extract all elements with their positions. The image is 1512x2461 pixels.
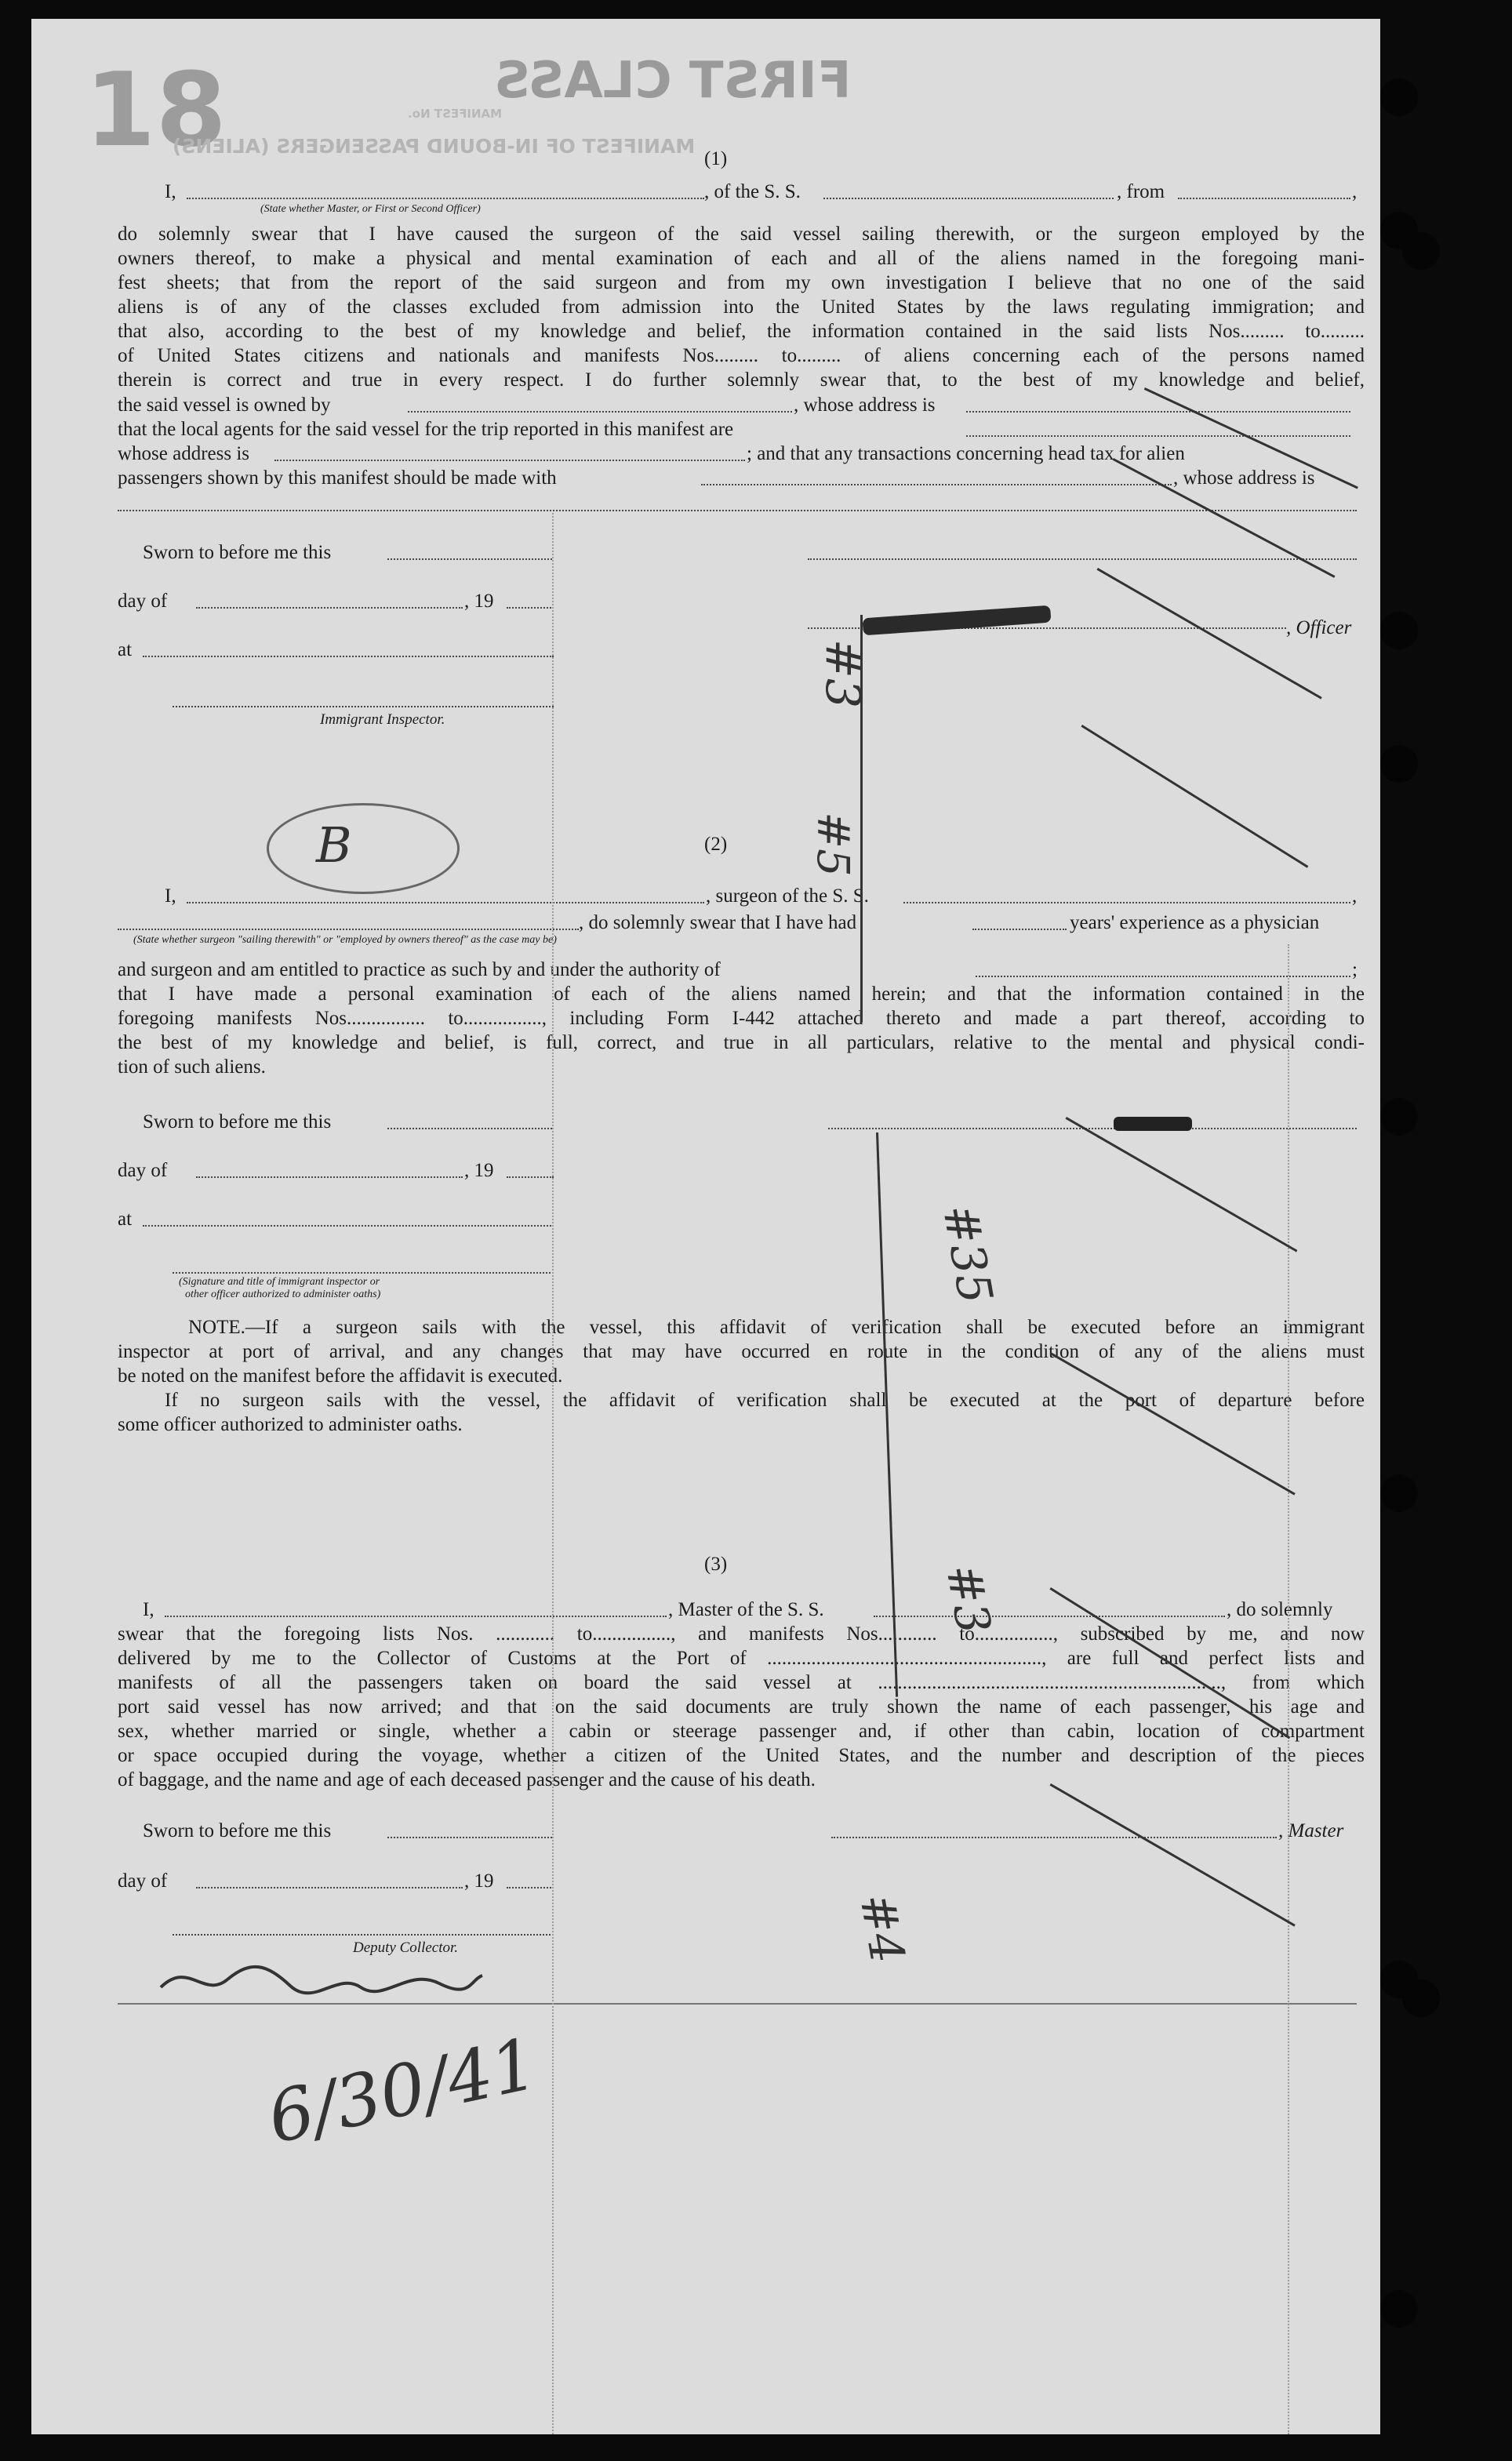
s2-line2: , do solemnly swear that I have had bbox=[579, 912, 857, 933]
s2-note-last: be noted on the manifest before the affidavit is executed. bbox=[118, 1365, 563, 1387]
s1-inspector: Immigrant Inspector. bbox=[320, 711, 445, 728]
pencil-stroke bbox=[1081, 725, 1308, 868]
s2-note bbox=[118, 1318, 1365, 1439]
s3-body-line: manifests of all the passengers taken on board the said vessel at ......................................................................, from which bbox=[118, 1672, 1365, 1693]
binder-hole bbox=[1380, 1474, 1418, 1512]
s2-at-line[interactable] bbox=[143, 1225, 554, 1227]
s1-day-of: day of bbox=[118, 591, 168, 612]
first-class-stamp: FIRST CLASS bbox=[494, 52, 852, 110]
s1-address-line-4[interactable] bbox=[118, 510, 1357, 511]
s3-master: , Master bbox=[1278, 1820, 1344, 1841]
s2-authority-line[interactable] bbox=[976, 976, 1350, 977]
binder-hole bbox=[1402, 232, 1440, 270]
s1-agents-line[interactable] bbox=[966, 435, 1350, 437]
binder-hole bbox=[1402, 1979, 1440, 2017]
s2-day-of: day of bbox=[118, 1160, 168, 1181]
s1-sworn: Sworn to before me this bbox=[143, 542, 332, 563]
s2-body-line: foregoing manifests Nos................ to................, including Form I-442 attached thereto and made a part thereof, according to bbox=[118, 1008, 1365, 1029]
s1-at: at bbox=[118, 639, 133, 660]
s1-body bbox=[118, 224, 1365, 394]
section-1-number: (1) bbox=[704, 148, 728, 169]
s2-comma: , bbox=[1352, 885, 1358, 907]
s1-body-line: fest sheets; that from the report of the said surgeon and from my own investigation I believe that no one of the said bbox=[118, 272, 1365, 293]
manifest-number: MANIFEST No. bbox=[408, 107, 502, 121]
s3-day-of: day of bbox=[118, 1870, 168, 1892]
s2-year-line[interactable] bbox=[507, 1176, 554, 1178]
binder-hole bbox=[1380, 612, 1418, 649]
s1-passengers-shown: passengers shown by this manifest should be made with bbox=[118, 467, 557, 489]
s1-whose-address-3: , whose address is bbox=[1173, 467, 1315, 489]
s1-agents-address-line[interactable] bbox=[274, 460, 745, 461]
s2-sworn-line[interactable] bbox=[387, 1128, 552, 1129]
stamp-b-circle bbox=[267, 803, 460, 894]
s3-i: I, bbox=[143, 1599, 154, 1620]
s2-note-line: inspector at port of arrival, and any changes that may have occurred en route in the condition of any of the aliens must bbox=[118, 1341, 1365, 1362]
bleed-column-rule bbox=[552, 513, 554, 2434]
s2-body bbox=[118, 984, 1365, 1081]
s3-day-line[interactable] bbox=[196, 1887, 463, 1888]
s2-note2-last: some officer authorized to administer oaths. bbox=[118, 1414, 463, 1435]
hand-mark: #3 bbox=[815, 638, 870, 709]
s2-years-line[interactable] bbox=[972, 929, 1067, 930]
bottom-rule bbox=[118, 2003, 1357, 2005]
s2-signature-caption-2: other officer authorized to administer oaths) bbox=[185, 1289, 381, 1300]
s1-officer-line[interactable] bbox=[187, 198, 704, 199]
s3-body-line: delivered by me to the Collector of Customs at the Port of ........................................................, are full and perfect lists and bbox=[118, 1648, 1365, 1669]
s1-owner-line[interactable] bbox=[408, 411, 792, 413]
s1-owner-address-line[interactable] bbox=[966, 411, 1350, 413]
handwritten-signature bbox=[157, 1956, 486, 2003]
s1-from-line[interactable] bbox=[1178, 198, 1350, 199]
section-3-number: (3) bbox=[704, 1554, 728, 1575]
s1-year-line[interactable] bbox=[507, 607, 554, 609]
s3-deputy-line[interactable] bbox=[173, 1934, 554, 1936]
s1-body-line: owners thereof, to make a physical and mental examination of each and all of the aliens named in the foregoing mani- bbox=[118, 248, 1365, 269]
s3-master-of-ss: , Master of the S. S. bbox=[668, 1599, 824, 1620]
s2-surgeon-name-line[interactable] bbox=[187, 902, 704, 903]
hand-mark: #35 bbox=[931, 1200, 1003, 1308]
s3-master-name-line[interactable] bbox=[165, 1616, 667, 1617]
s1-whose-address: , whose address is bbox=[794, 394, 936, 416]
hand-mark: #5 bbox=[806, 812, 858, 877]
s2-at: at bbox=[118, 1209, 133, 1230]
s2-note-line: NOTE.—If a surgeon sails with the vessel, this affidavit of verification shall be executed before an immigrant bbox=[188, 1317, 1365, 1338]
binder-hole bbox=[1380, 2290, 1418, 2328]
binder-hole bbox=[1380, 745, 1418, 783]
s2-signature-caption-1: (Signature and title of immigrant inspector or bbox=[179, 1276, 380, 1288]
s1-head-tax: ; and that any transactions concerning head tax for alien bbox=[747, 443, 1185, 464]
s1-owned-by: the said vessel is owned by bbox=[118, 394, 331, 416]
s2-surgeon-of-ss: , surgeon of the S. S. bbox=[706, 885, 869, 907]
s1-sworn-line[interactable] bbox=[387, 558, 552, 560]
s1-body-line: aliens is of any of the classes excluded from admission into the United States by the laws regulating immigration; and bbox=[118, 296, 1365, 318]
stamp-b: B bbox=[316, 816, 352, 874]
s1-year: , 19 bbox=[464, 591, 494, 612]
s3-sworn: Sworn to before me this bbox=[143, 1820, 332, 1841]
s2-status-line[interactable] bbox=[118, 929, 579, 930]
s1-officer-signature-line[interactable] bbox=[808, 558, 1357, 560]
section-2-number: (2) bbox=[704, 834, 728, 855]
s1-vessel-line[interactable] bbox=[823, 198, 1114, 199]
s1-head-tax-line[interactable] bbox=[701, 484, 1172, 485]
pencil-stroke bbox=[1050, 1783, 1296, 1927]
s2-year: , 19 bbox=[464, 1160, 494, 1181]
s1-inspector-line[interactable] bbox=[173, 706, 554, 707]
ink-smudge bbox=[863, 605, 1052, 636]
s2-line2-end: years' experience as a physician bbox=[1070, 912, 1320, 933]
s2-body-line: that I have made a personal examination of each of the aliens named herein; and that the information contained in the bbox=[118, 983, 1365, 1005]
s2-surgeon-signature-line[interactable] bbox=[828, 1128, 1357, 1129]
binder-hole bbox=[1380, 1098, 1418, 1136]
s3-do-solemnly: , do solemnly bbox=[1227, 1599, 1333, 1620]
s2-body-line: the best of my knowledge and belief, is full, correct, and true in all particulars, relative to the mental and physical condi- bbox=[118, 1032, 1365, 1053]
s1-officer-caption: (State whether Master, or First or Second Officer) bbox=[260, 203, 481, 215]
signature-scribble bbox=[157, 1956, 486, 2003]
s3-deputy: Deputy Collector. bbox=[353, 1939, 459, 1956]
s3-body-line: swear that the foregoing lists Nos. ............ to................, and manifests Nos............ to................, subscribed by me, and now bbox=[118, 1623, 1365, 1645]
s2-sworn: Sworn to before me this bbox=[143, 1111, 332, 1132]
s1-from: , from bbox=[1117, 181, 1165, 202]
s2-body-last: tion of such aliens. bbox=[118, 1056, 266, 1078]
s3-year-line[interactable] bbox=[507, 1887, 554, 1888]
s1-of-ss: , of the S. S. bbox=[704, 181, 801, 202]
s2-i: I, bbox=[165, 885, 176, 907]
manifest-page bbox=[31, 19, 1380, 2434]
s3-sworn-line[interactable] bbox=[387, 1837, 552, 1838]
pencil-stroke bbox=[1066, 1117, 1298, 1252]
s1-body-line: therein is correct and true in every respect. I do further solemnly swear that, to the best of my knowledge and belief, bbox=[118, 369, 1365, 391]
s3-body-line: or space occupied during the voyage, whether a citizen of the United States, and the number and description of the pieces bbox=[118, 1745, 1365, 1766]
s1-body-line: do solemnly swear that I have caused the surgeon of the said vessel sailing therewith, or the surgeon employed by the bbox=[118, 224, 1365, 245]
bleed-column-rule bbox=[1288, 944, 1289, 2434]
s3-body-last: of baggage, and the name and age of each deceased passenger and the cause of his death. bbox=[118, 1769, 816, 1790]
s1-i: I, bbox=[165, 181, 176, 202]
hand-mark: #4 bbox=[849, 1889, 915, 1968]
hand-mark: #3 bbox=[935, 1560, 1001, 1638]
s1-body-line: that also, according to the best of my knowledge and belief, the information contained in the said lists Nos......... to......... bbox=[118, 321, 1365, 342]
s3-master-signature-line[interactable] bbox=[831, 1837, 1277, 1838]
s2-vessel-line[interactable] bbox=[903, 902, 1350, 903]
s1-whose-address-2: whose address is bbox=[118, 443, 250, 464]
s1-body-line: of United States citizens and nationals and manifests Nos......... to......... of aliens concerning each of the persons named bbox=[118, 345, 1365, 366]
binder-hole bbox=[1380, 78, 1418, 116]
s3-body bbox=[118, 1624, 1365, 1794]
s2-day-line[interactable] bbox=[196, 1176, 463, 1178]
s3-year: , 19 bbox=[464, 1870, 494, 1892]
s3-body-line: port said vessel has now arrived; and that on the said documents are truly shown the name of each passenger, his age and bbox=[118, 1696, 1365, 1718]
s1-day-line[interactable] bbox=[196, 607, 463, 609]
s2-signature-line[interactable] bbox=[173, 1272, 554, 1274]
s2-surgeon-caption: (State whether surgeon "sailing therewith" or "employed by owners thereof" as the case may be) bbox=[133, 934, 557, 946]
s3-vessel-line[interactable] bbox=[874, 1616, 1225, 1617]
ink-smudge bbox=[1114, 1117, 1192, 1131]
handwritten-date: 6/30/41 bbox=[260, 2023, 545, 2160]
s1-comma: , bbox=[1352, 181, 1358, 202]
page-number: 18 bbox=[85, 50, 227, 169]
s1-at-line[interactable] bbox=[143, 656, 554, 657]
manifest-title: MANIFEST OF IN-BOUND PASSENGERS (ALIENS) bbox=[173, 135, 696, 158]
s1-local-agents: that the local agents for the said vessel for the trip reported in this manifest are bbox=[118, 419, 734, 440]
s2-line3: and surgeon and am entitled to practice as such by and under the authority of bbox=[118, 959, 721, 980]
s2-note2-line: If no surgeon sails with the vessel, the affidavit of verification shall be executed at the port of departure before bbox=[165, 1390, 1365, 1411]
s2-semicolon: ; bbox=[1352, 959, 1358, 980]
s1-officer: , Officer bbox=[1286, 617, 1352, 638]
s3-body-line: sex, whether married or single, whether a cabin or steerage passenger and, if other than cabin, location of compartment bbox=[118, 1721, 1365, 1742]
